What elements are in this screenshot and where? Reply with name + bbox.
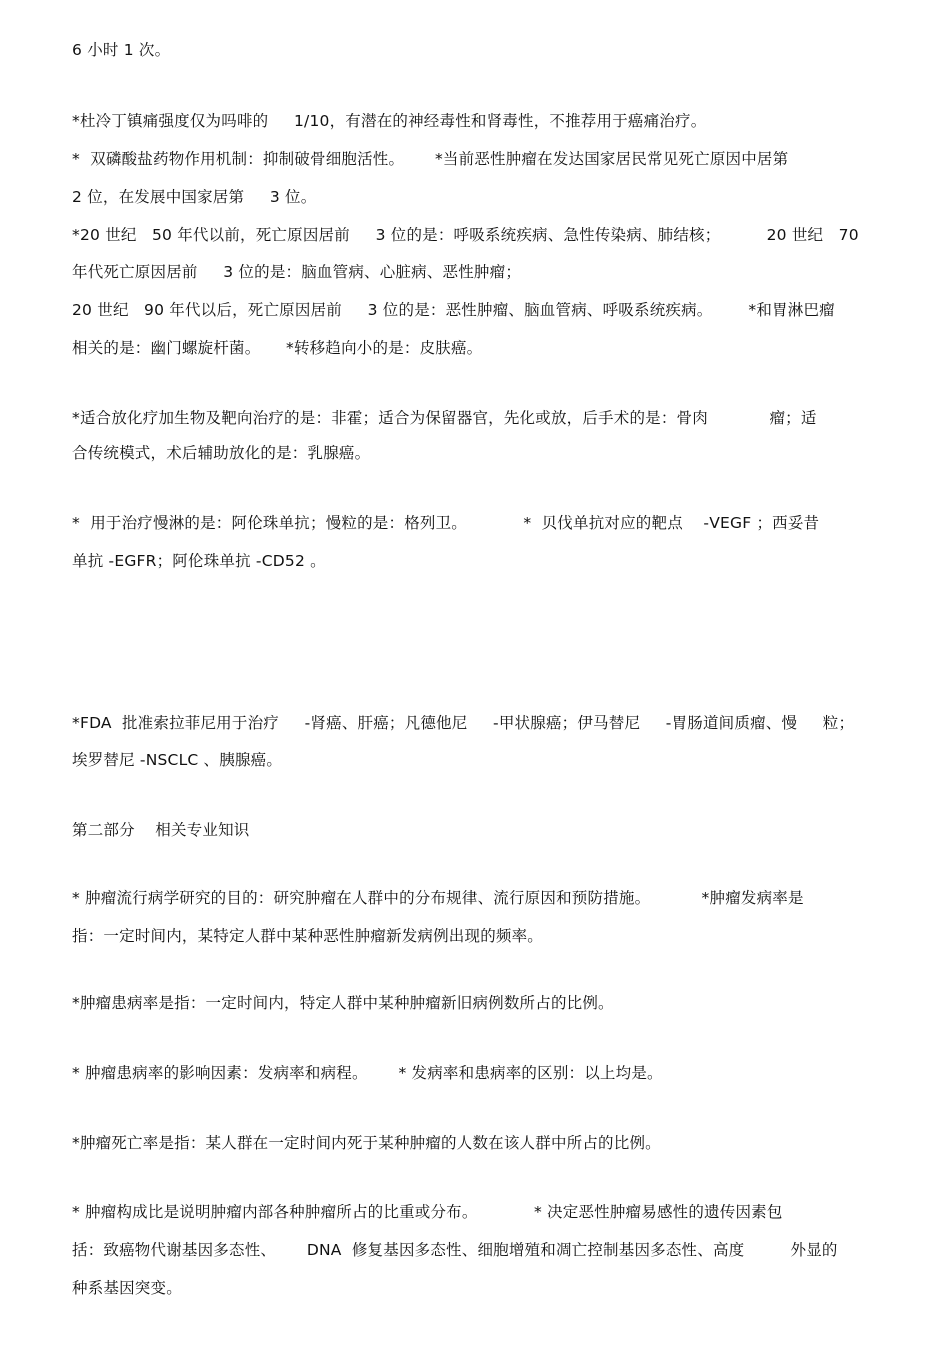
text-line: 6 小时 1 次。 (72, 41, 171, 59)
text-line: 2 位，在发展中国家居第 3 位。 (72, 188, 317, 206)
text-line: * 肿瘤流行病学研究的目的：研究肿瘤在人群中的分布规律、流行原因和预防措施。 *肿瘤发病率是 (72, 889, 804, 907)
text-line: *20 世纪 50 年代以前，死亡原因居前 3 位的是：呼吸系统疾病、急性传染病、肺结核； 20 世纪 70 (72, 226, 859, 244)
text-line: *肿瘤死亡率是指：某人群在一定时间内死于某种肿瘤的人数在该人群中所占的比例。 (72, 1134, 661, 1152)
text-line: * 肿瘤构成比是说明肿瘤内部各种肿瘤所占的比重或分布。 * 决定恶性肿瘤易感性的遗传因素包 (72, 1203, 783, 1221)
text-line: * 肿瘤患病率的影响因素：发病率和病程。 * 发病率和患病率的区别：以上均是。 (72, 1064, 663, 1082)
text-line: *肿瘤患病率是指：一定时间内，特定人群中某种肿瘤新旧病例数所占的比例。 (72, 994, 614, 1012)
text-line: 相关的是：幽门螺旋杆菌。 *转移趋向小的是：皮肤癌。 (72, 339, 483, 357)
text-line: *适合放化疗加生物及靶向治疗的是：非霍；适合为保留器官，先化或放，后手术的是：骨肉 瘤；适 (72, 409, 817, 427)
text-line: *杜冷丁镇痛强度仅为吗啡的 1/10，有潜在的神经毒性和肾毒性，不推荐用于癌痛治疗。 (72, 112, 707, 130)
text-line: 年代死亡原因居前 3 位的是：脑血管病、心脏病、恶性肿瘤； (72, 263, 522, 281)
text-line: 单抗 -EGFR；阿伦珠单抗 -CD52 。 (72, 552, 326, 570)
text-line: * 用于治疗慢淋的是：阿伦珠单抗；慢粒的是：格列卫。 * 贝伐单抗对应的靶点 -VEGF ；西妥昔 (72, 514, 820, 532)
text-line: 埃罗替尼 -NSCLC 、胰腺癌。 (72, 751, 283, 769)
section-heading: 第二部分 相关专业知识 (72, 821, 250, 839)
text-line: *FDA 批准索拉菲尼用于治疗 -肾癌、肝癌；凡德他尼 -甲状腺癌；伊马替尼 -胃肠道间质瘤、慢 粒； (72, 714, 855, 732)
text-line: 括：致癌物代谢基因多态性、 DNA 修复基因多态性、细胞增殖和凋亡控制基因多态性、高度 外显的 (72, 1241, 838, 1259)
text-line: 合传统模式，术后辅助放化的是：乳腺癌。 (72, 444, 371, 462)
text-line: * 双磷酸盐药物作用机制：抑制破骨细胞活性。 *当前恶性肿瘤在发达国家居民常见死亡原因中居第 (72, 150, 789, 168)
text-line: 20 世纪 90 年代以后，死亡原因居前 3 位的是：恶性肿瘤、脑血管病、呼吸系统疾病。 *和胃淋巴瘤 (72, 301, 835, 319)
text-line: 指：一定时间内，某特定人群中某种恶性肿瘤新发病例出现的频率。 (72, 927, 544, 945)
text-line: 种系基因突变。 (72, 1279, 182, 1297)
